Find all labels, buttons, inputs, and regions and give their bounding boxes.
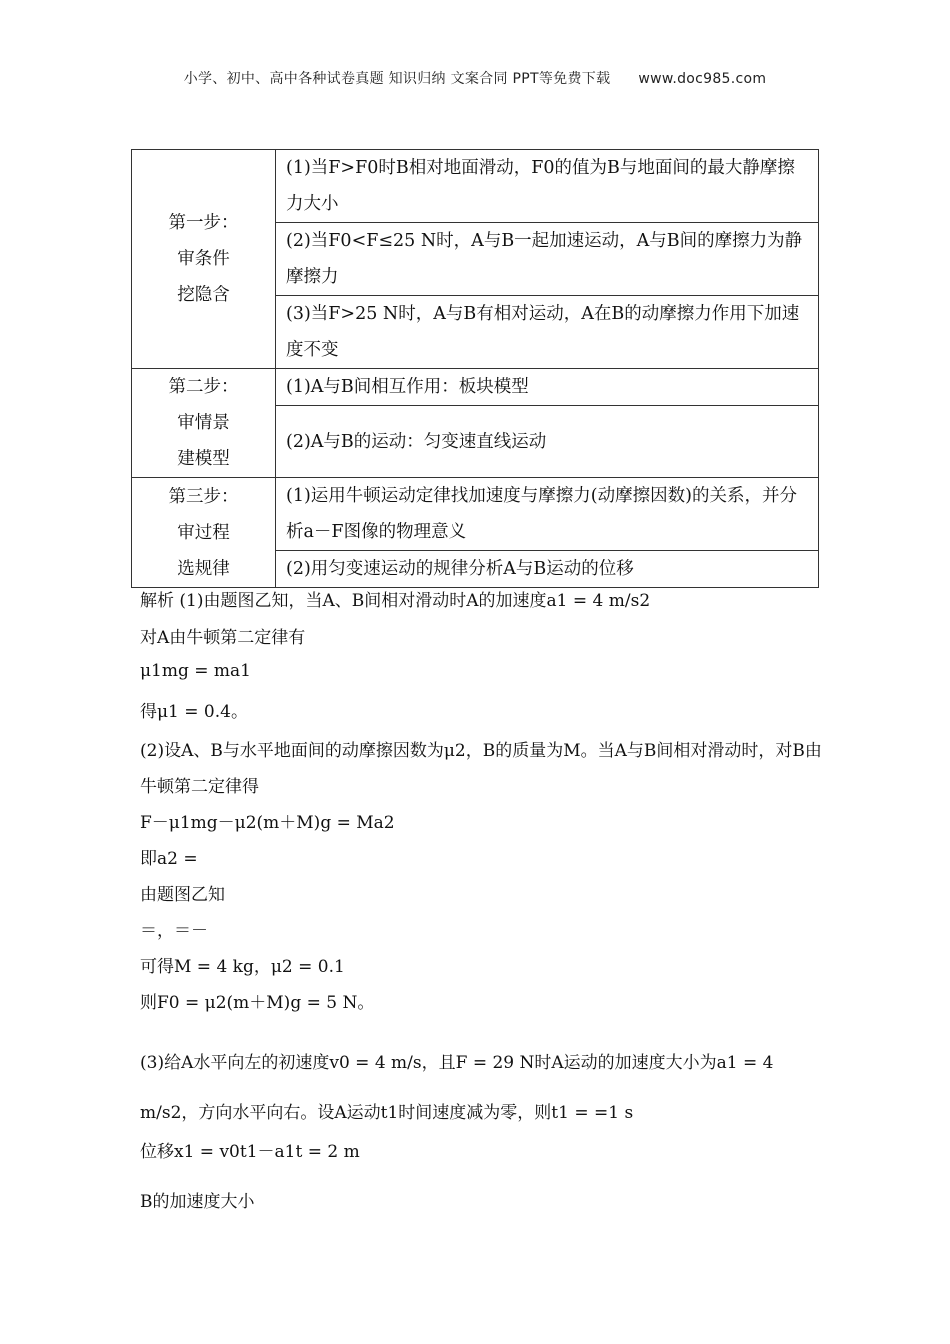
step-3-item-1: (1)运用牛顿运动定律找加速度与摩擦力(动摩擦因数)的关系，并分析a－F图像的物理意义 — [276, 478, 819, 551]
step-3-label: 第三步： — [168, 486, 239, 507]
step-1-item-1: (1)当F>F0时B相对地面滑动，F0的值为B与地面间的最大静摩擦力大小 — [276, 150, 819, 223]
solution-line-12: (3)给A水平向左的初速度v0 = 4 m/s，且F = 29 N时A运动的加速度大小为a1 = 4 m/s2，方向水平向右。设A运动t1时间速度减为零，则t1 = =1 s — [140, 1053, 774, 1123]
step-3-cell — [132, 478, 276, 588]
solution-line-10: 可得M = 4 kg，μ2 = 0.1 — [140, 957, 345, 977]
step-3-line-3: 选规律 — [177, 558, 230, 579]
step-1-item-3: (3)当F>25 N时，A与B有相对运动，A在B的动摩擦力作用下加速度不变 — [276, 296, 819, 369]
solution-line-8: 由题图乙知 — [140, 885, 225, 905]
step-2-item-2: (2)A与B的运动：匀变速直线运动 — [276, 406, 819, 478]
solution-line-5: (2)设A、B与水平地面间的动摩擦因数为μ2，B的质量为M。当A与B间相对滑动时，对B由牛顿第二定律得 — [140, 741, 822, 797]
step-3-item-2: (2)用匀变速运动的规律分析A与B运动的位移 — [276, 551, 819, 588]
solution-line-13: 位移x1 = v0t1－a1t = 2 m — [140, 1142, 360, 1162]
solution-line-11: 则F0 = μ2(m＋M)g = 5 N。 — [140, 993, 375, 1013]
step-1-line-3: 挖隐含 — [177, 285, 230, 305]
solution-line-6: F－μ1mg－μ2(m＋M)g = Ma2 — [140, 813, 395, 833]
step-2-line-3: 建模型 — [177, 449, 230, 469]
step-1-label: 第一步： — [168, 213, 239, 233]
step-1-item-2: (2)当F0<F≤25 N时，A与B一起加速运动，A与B间的摩擦力为静摩擦力 — [276, 223, 819, 296]
page-header — [0, 68, 950, 88]
solution-line-14: B的加速度大小 — [140, 1192, 255, 1212]
step-2-cell — [132, 369, 276, 478]
solution-line-9: ＝，＝－ — [140, 921, 208, 941]
solution-line-7: 即a2 = — [140, 849, 198, 869]
solution-line-2: 对A由牛顿第二定律有 — [140, 628, 306, 648]
solution-line-3: μ1mg = ma1 — [140, 661, 251, 681]
analysis-table — [131, 149, 819, 588]
header-title: 小学、初中、高中各种试卷真题 知识归纳 文案合同 PPT等免费下载 — [183, 71, 611, 87]
header-site: www.doc985.com — [638, 71, 767, 87]
step-2-item-1: (1)A与B间相互作用：板块模型 — [276, 369, 819, 406]
step-2-label: 第二步： — [168, 377, 239, 397]
step-1-line-2: 审条件 — [177, 249, 230, 269]
solution-line-1: 解析 (1)由题图乙知，当A、B间相对滑动时A的加速度a1 = 4 m/s2 — [140, 591, 651, 611]
solution-line-4: 得μ1 = 0.4。 — [140, 702, 248, 722]
step-2-line-2: 审情景 — [177, 413, 230, 433]
step-1-cell — [132, 150, 276, 369]
step-3-line-2: 审过程 — [177, 522, 230, 543]
